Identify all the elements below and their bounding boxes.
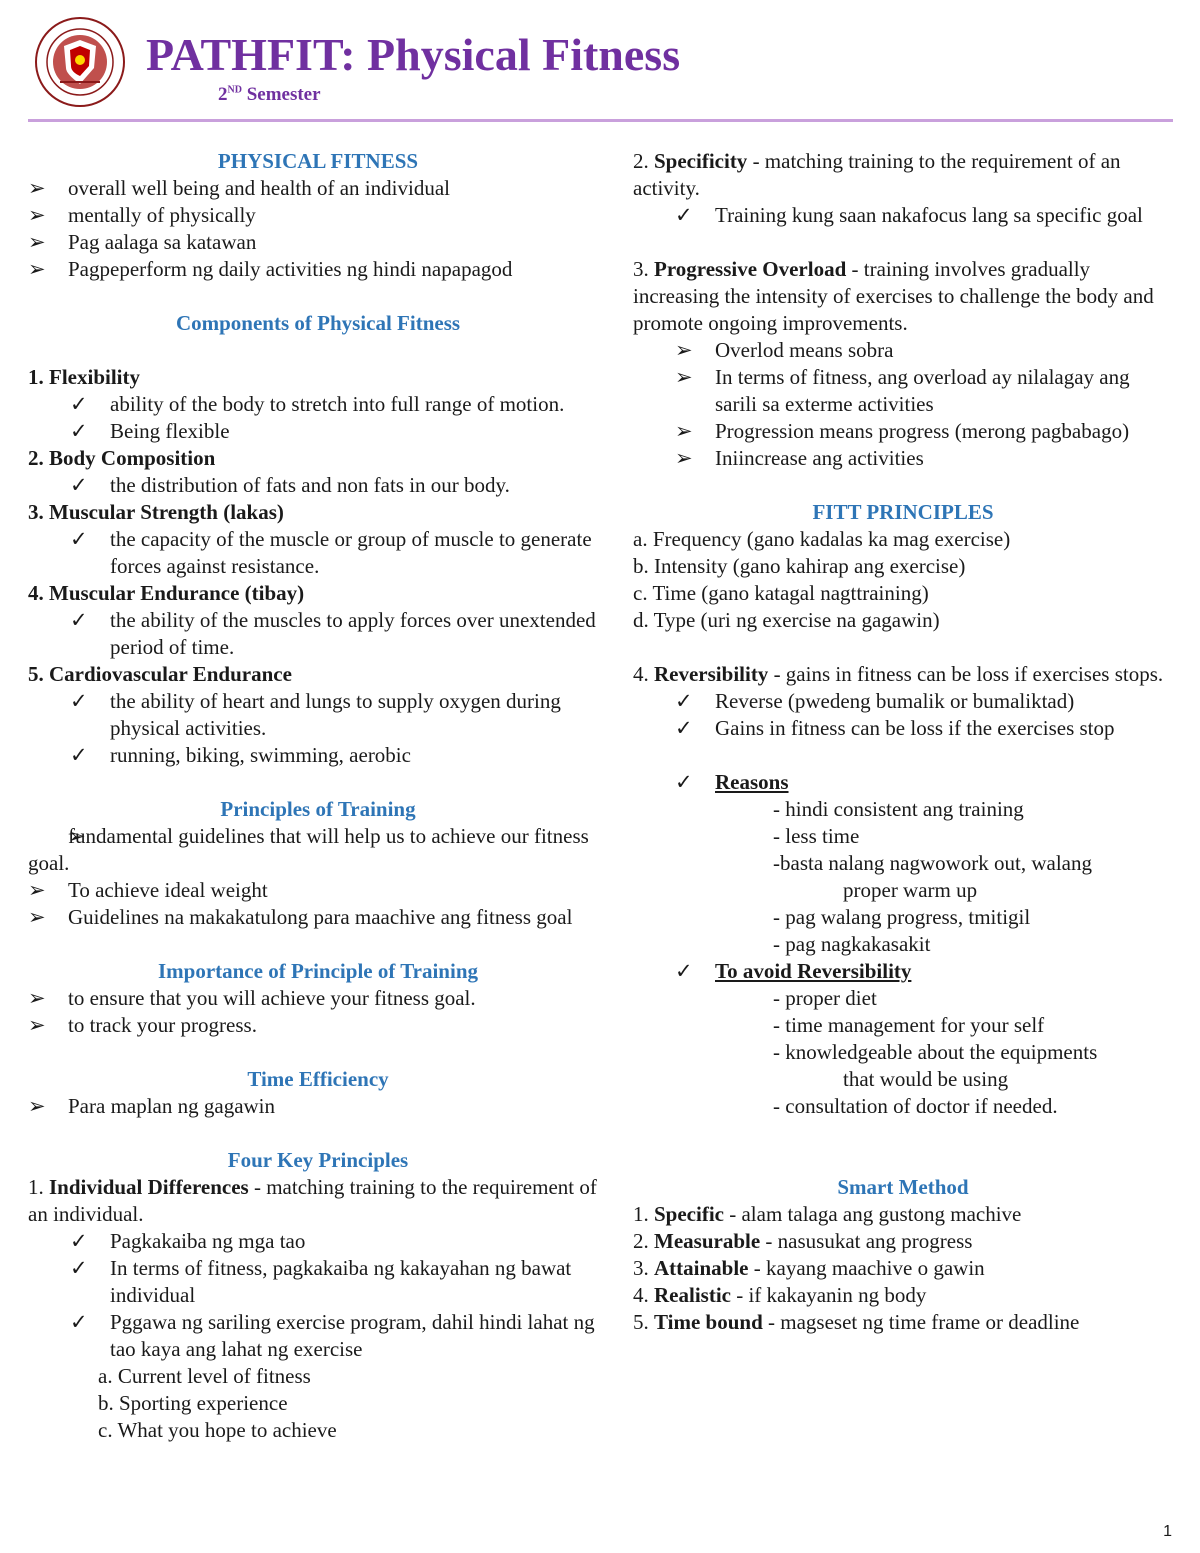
smart-item: 3. Attainable - kayang maachive o gawin (633, 1256, 985, 1280)
list-item: ✓ the capacity of the muscle or group of muscle to generate forces against resistance. (70, 526, 608, 580)
list-item: ➢ to track your progress. (28, 1012, 608, 1039)
page-header (0, 0, 1200, 125)
list-item: ➢ overall well being and health of an individual (28, 175, 608, 202)
list-item: ✓ ability of the body to stretch into full range of motion. (70, 391, 608, 418)
list-item: ➢ to ensure that you will achieve your fitness goal. (28, 985, 608, 1012)
list-item: b. Intensity (gano kahirap ang exercise) (633, 554, 966, 578)
semester-label: 2ND Semester (218, 84, 321, 105)
list-item: - time management for your self (773, 1013, 1045, 1037)
section-heading-components: Components of Physical Fitness (175, 311, 461, 335)
list-item: -basta nalang nagwowork out, walang (773, 851, 1092, 875)
list-item: ✓ Being flexible (70, 418, 608, 445)
list-item: proper warm up (843, 878, 978, 902)
list-item: - pag walang progress, tmitigil (773, 905, 1031, 929)
list-item: ✓ Pggawa ng sariling exercise program, dahil hindi lahat ng tao kaya ang lahat ng exercise (70, 1309, 608, 1363)
component-title: 1. Flexibility (28, 365, 140, 389)
list-item: ➢ Guidelines na makakatulong para maachive ang fitness goal (28, 904, 608, 931)
smart-item: 5. Time bound - magseset ng time frame or deadline (633, 1310, 1080, 1334)
section-heading-fitt: FITT PRINCIPLES (812, 500, 994, 524)
list-item: - knowledgeable about the equipments (773, 1040, 1098, 1064)
section-heading-principles: Principles of Training (220, 797, 416, 821)
principle-specificity: 2. Specificity - matching training to the requirement of an activity. (633, 149, 1121, 200)
section-heading-time-efficiency: Time Efficiency (247, 1067, 389, 1091)
page-number: 1 (1163, 1523, 1172, 1540)
list-item: ✓ the ability of the muscles to apply forces over unextended period of time. (70, 607, 608, 661)
reasons-heading: ✓ Reasons (675, 769, 1173, 796)
left-column (28, 148, 608, 1444)
component-title: 2. Body Composition (28, 446, 216, 470)
list-item: ✓ running, biking, swimming, aerobic (70, 742, 608, 769)
list-item: ➢ fundamental guidelines that will help us to achieve our fitness goal. (28, 823, 608, 877)
list-item: c. Time (gano katagal nagttraining) (633, 581, 929, 605)
header-divider (28, 119, 1173, 122)
list-item: a. Current level of fitness (98, 1364, 311, 1388)
section-heading-physical-fitness: PHYSICAL FITNESS (217, 149, 419, 173)
component-title: 5. Cardiovascular Endurance (28, 662, 292, 686)
component-title: 4. Muscular Endurance (tibay) (28, 581, 305, 605)
section-heading-smart: Smart Method (837, 1175, 969, 1199)
avoid-reversibility-heading: ✓ To avoid Reversibility (675, 958, 1173, 985)
principle-progressive-overload: 3. Progressive Overload - training involves gradually increasing the intensity of exercises to challenge the body and promote ongoing improvements. (633, 257, 1154, 335)
list-item: ✓ Pagkakaiba ng mga tao (70, 1228, 608, 1255)
section-heading-four-key: Four Key Principles (227, 1148, 409, 1172)
list-item: ➢ mentally of physically (28, 202, 608, 229)
list-item: - hindi consistent ang training (773, 797, 1024, 821)
list-item: ➢ Para maplan ng gagawin (28, 1093, 608, 1120)
smart-item: 2. Measurable - nasusukat ang progress (633, 1229, 973, 1253)
smart-item: 1. Specific - alam talaga ang gustong machive (633, 1202, 1022, 1226)
list-item: ➢ In terms of fitness, ang overload ay nilalagay ang sarili sa exterme activities (675, 364, 1173, 418)
list-item: d. Type (uri ng exercise na gagawin) (633, 608, 940, 632)
principle-individual-differences: 1. Individual Differences - matching training to the requirement of an individual. (28, 1175, 597, 1226)
list-item: ✓ Training kung saan nakafocus lang sa specific goal (675, 202, 1173, 229)
list-item: ➢ Progression means progress (merong pagbabago) (675, 418, 1173, 445)
smart-item: 4. Realistic - if kakayanin ng body (633, 1283, 927, 1307)
list-item: ➢ Pagpeperform ng daily activities ng hindi napapagod (28, 256, 608, 283)
university-seal-logo (34, 16, 126, 108)
list-item: a. Frequency (gano kadalas ka mag exercise) (633, 527, 1011, 551)
document-title: PATHFIT: Physical Fitness (146, 29, 681, 80)
list-item: that would be using (843, 1067, 1009, 1091)
right-column (633, 148, 1173, 1336)
list-item: ✓ In terms of fitness, pagkakaiba ng kakayahan ng bawat individual (70, 1255, 608, 1309)
section-heading-importance: Importance of Principle of Training (157, 959, 479, 983)
list-item: ✓ Reverse (pwedeng bumalik or bumaliktad) (675, 688, 1173, 715)
list-item: - pag nagkakasakit (773, 932, 931, 956)
list-item: c. What you hope to achieve (98, 1418, 337, 1442)
list-item: ✓ the ability of heart and lungs to supply oxygen during physical activities. (70, 688, 608, 742)
principle-reversibility: 4. Reversibility - gains in fitness can be loss if exercises stops. (633, 662, 1164, 686)
list-item: ➢ Iniincrease ang activities (675, 445, 1173, 472)
list-item: ✓ the distribution of fats and non fats in our body. (70, 472, 608, 499)
list-item: - less time (773, 824, 860, 848)
list-item: ✓ Gains in fitness can be loss if the exercises stop (675, 715, 1173, 742)
list-item: - proper diet (773, 986, 877, 1010)
list-item: ➢ Pag aalaga sa katawan (28, 229, 608, 256)
list-item: ➢ Overlod means sobra (675, 337, 1173, 364)
list-item: b. Sporting experience (98, 1391, 288, 1415)
list-item: ➢ To achieve ideal weight (28, 877, 608, 904)
component-title: 3. Muscular Strength (lakas) (28, 500, 284, 524)
list-item: - consultation of doctor if needed. (773, 1094, 1058, 1118)
